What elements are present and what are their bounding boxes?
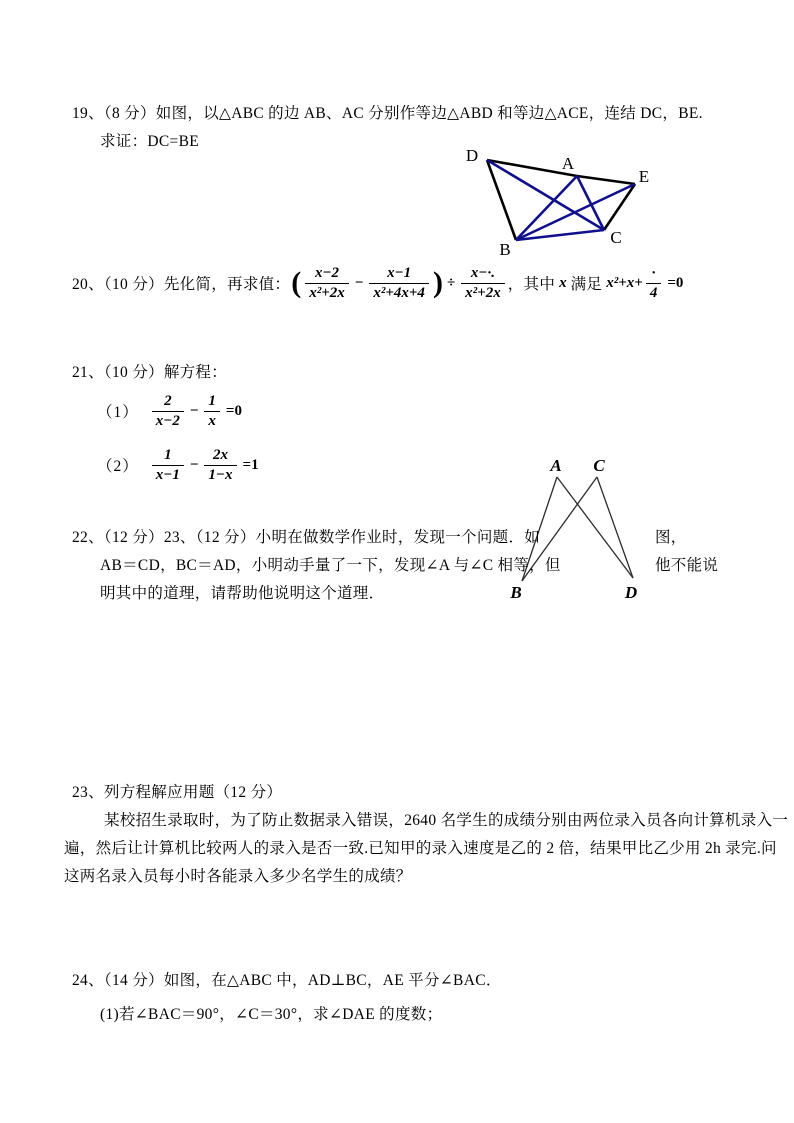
minus-operator: −	[354, 274, 364, 291]
vertex-label-d: D	[624, 583, 638, 602]
fraction	[305, 265, 349, 301]
vertex-label-c: C	[593, 456, 605, 475]
q23-para-line3: 这两名录入员每小时各能录入多少名学生的成绩？	[64, 868, 412, 885]
fraction	[204, 447, 236, 483]
segment-AD	[557, 477, 633, 578]
fraction-numerator: 2x	[212, 447, 228, 463]
q20-open-paren: (	[291, 266, 302, 299]
q24-part1: (1)若∠BAC＝90°，∠C＝30°，求∠DAE 的度数；	[100, 1006, 443, 1023]
q23-para-line2: 遍，然后让计算机比较两人的录入是否一致.已知甲的录入速度是乙的 2 倍，结果甲比乙少用 2h 录完.问	[64, 840, 777, 857]
fraction-denominator: x	[204, 411, 220, 430]
fraction-numerator: x−1	[387, 265, 412, 281]
vertex-label-a: A	[561, 154, 575, 173]
edge-AE	[577, 176, 635, 184]
q20-var-x: x	[559, 274, 567, 291]
fraction-denominator: x²+2x	[305, 283, 349, 302]
fraction-numerator: 2	[164, 393, 172, 409]
vertex-label-e: E	[638, 167, 650, 186]
fraction-denominator: x−1	[152, 465, 184, 484]
fraction-denominator: x−2	[152, 411, 184, 430]
q21-eq2-rhs: =1	[242, 456, 259, 473]
segment-CD	[597, 477, 633, 578]
fraction	[646, 265, 662, 301]
vertex-label-c: C	[610, 228, 622, 247]
q21-eq2-label: （2）	[97, 458, 139, 475]
fraction	[152, 393, 184, 429]
fraction	[369, 265, 429, 301]
q21-heading: 21、（10 分）解方程：	[72, 364, 228, 381]
fraction	[204, 393, 220, 429]
q23-heading: 23、列方程解应用题（12 分）	[72, 784, 283, 801]
q22-line1-right: 图，	[655, 529, 687, 546]
fraction-denominator: 1−x	[204, 465, 236, 484]
fraction-numerator: 1	[164, 447, 172, 463]
q19-figure	[448, 138, 678, 263]
divide-operator: ÷	[446, 274, 456, 291]
q21-equation-1	[97, 388, 242, 434]
fraction-numerator: x−·.	[470, 265, 495, 281]
q20-satisfies-text: 满足	[570, 276, 603, 293]
q23-para-line1: 某校招生录取时，为了防止数据录入错误，2640 名学生的成绩分别由两位录入员各向计算机录入一	[104, 812, 789, 829]
vertex-label-b: B	[510, 583, 522, 602]
q20-statement	[72, 258, 683, 308]
fraction-numerator: ·	[651, 265, 656, 281]
q22-line2: AB＝CD，BC＝AD，小明动手量了一下，发现∠A 与∠C 相等，但	[100, 557, 561, 574]
q19-statement: 19、（8 分）如图，以△ABC 的边 AB、AC 分别作等边△ABD 和等边△ACE，连结 DC，BE.	[72, 105, 703, 122]
q24-statement: 24、（14 分）如图，在△ABC 中，AD⊥BC，AE 平分∠BAC．	[72, 972, 502, 989]
edge-DB	[487, 160, 516, 240]
vertex-label-d: D	[465, 146, 479, 165]
q20-prefix: 20、（10 分）先化简，再求值：	[72, 276, 291, 293]
q20-close-paren: )	[432, 266, 443, 299]
minus-operator: −	[189, 456, 199, 473]
fraction-numerator: 1	[208, 393, 216, 409]
q20-polynomial: x²+x+	[606, 274, 643, 291]
q20-equals-zero: =0	[667, 274, 684, 291]
q21-equation-2	[97, 442, 259, 488]
q22-line1: 22、（12 分）23、（12 分）小明在做数学作业时，发现一个问题．如	[72, 529, 541, 546]
fraction	[152, 447, 184, 483]
vertex-label-a: A	[550, 456, 562, 475]
q22-line3: 明其中的道理，请帮助他说明这个道理．	[100, 585, 385, 602]
fraction-numerator: x−2	[314, 265, 340, 281]
vertex-label-b: B	[499, 240, 511, 259]
fraction-denominator: x²+4x+4	[369, 283, 429, 302]
q20-where-text: ，其中	[507, 276, 556, 293]
q22-line2-right: 他不能说	[655, 557, 719, 574]
q19-prove: 求证：DC=BE	[100, 133, 199, 150]
fraction-denominator: x²+2x	[461, 283, 505, 302]
q21-eq1-label: （1）	[97, 404, 139, 421]
fraction-denominator: 4	[646, 283, 662, 302]
fraction	[461, 265, 505, 301]
q21-eq1-rhs: =0	[225, 402, 242, 419]
minus-operator: −	[189, 402, 199, 419]
